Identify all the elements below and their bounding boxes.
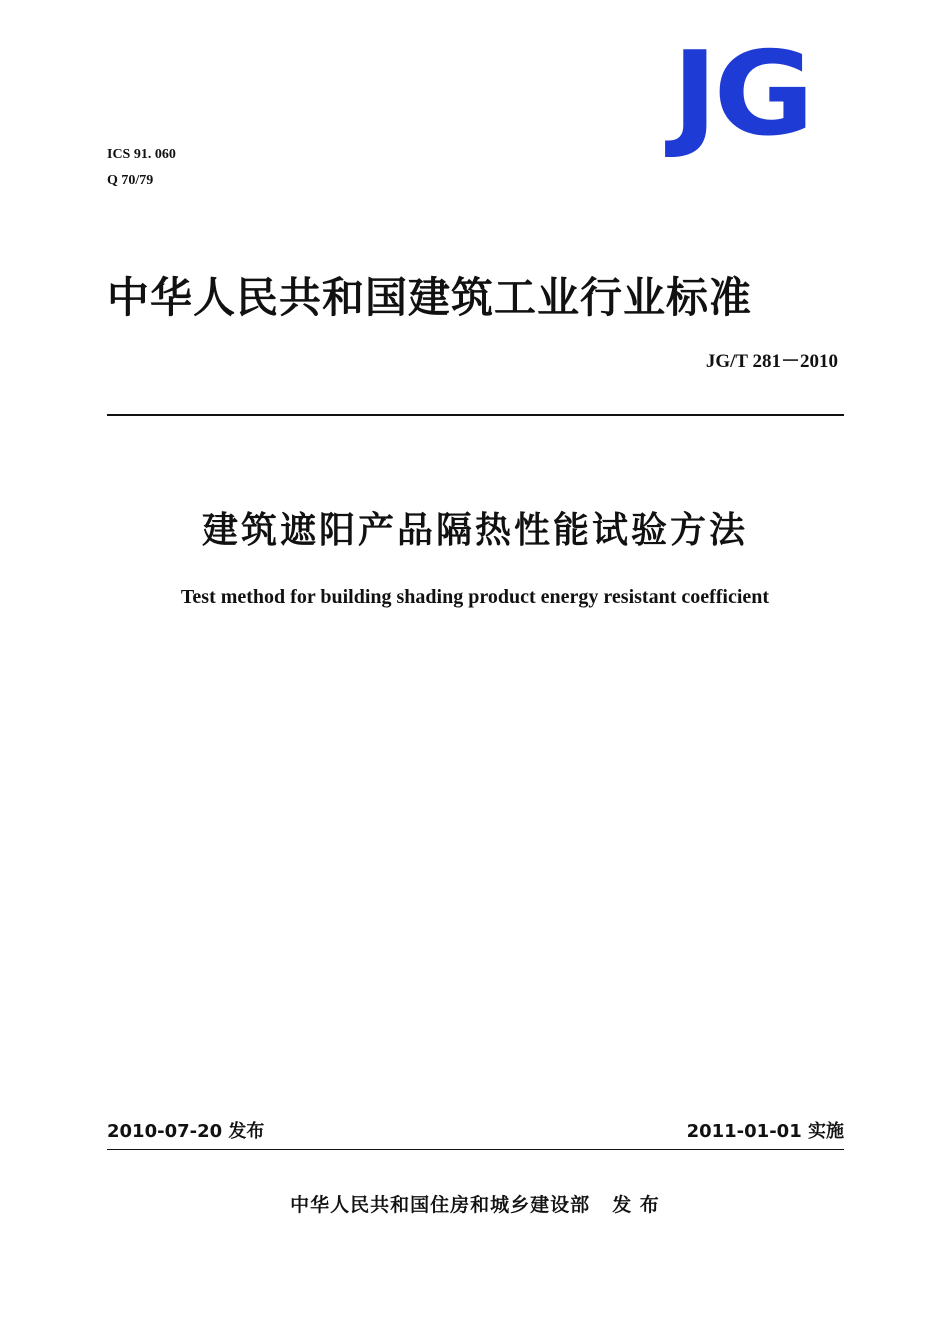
implementation-date-line	[687, 1120, 844, 1144]
document-title-english: Test method for building shading product energy resistant coefficient	[180, 586, 770, 608]
standard-category-title: 中华人民共和国建筑工业行业标准	[107, 273, 753, 322]
publisher-name: 中华人民共和国住房和城乡建设部	[290, 1194, 591, 1216]
implementation-date: 2011-01-01	[686, 1121, 802, 1142]
implementation-label: 实施	[808, 1121, 844, 1142]
standard-number: JG/T 281－2010	[705, 351, 838, 372]
issue-date-line	[107, 1120, 264, 1144]
issue-date: 2010-07-20	[107, 1121, 223, 1142]
bottom-divider	[107, 1149, 844, 1150]
document-title-chinese: 建筑遮阳产品隔热性能试验方法	[201, 510, 748, 551]
jg-logo: JG	[672, 27, 811, 162]
ccs-code: Q 70/79	[107, 173, 154, 188]
issue-label: 发布	[228, 1121, 265, 1142]
ics-code: ICS 91. 060	[107, 147, 176, 162]
publish-label: 发 布	[612, 1194, 660, 1216]
top-divider	[107, 414, 844, 416]
publisher-line	[0, 1192, 950, 1218]
